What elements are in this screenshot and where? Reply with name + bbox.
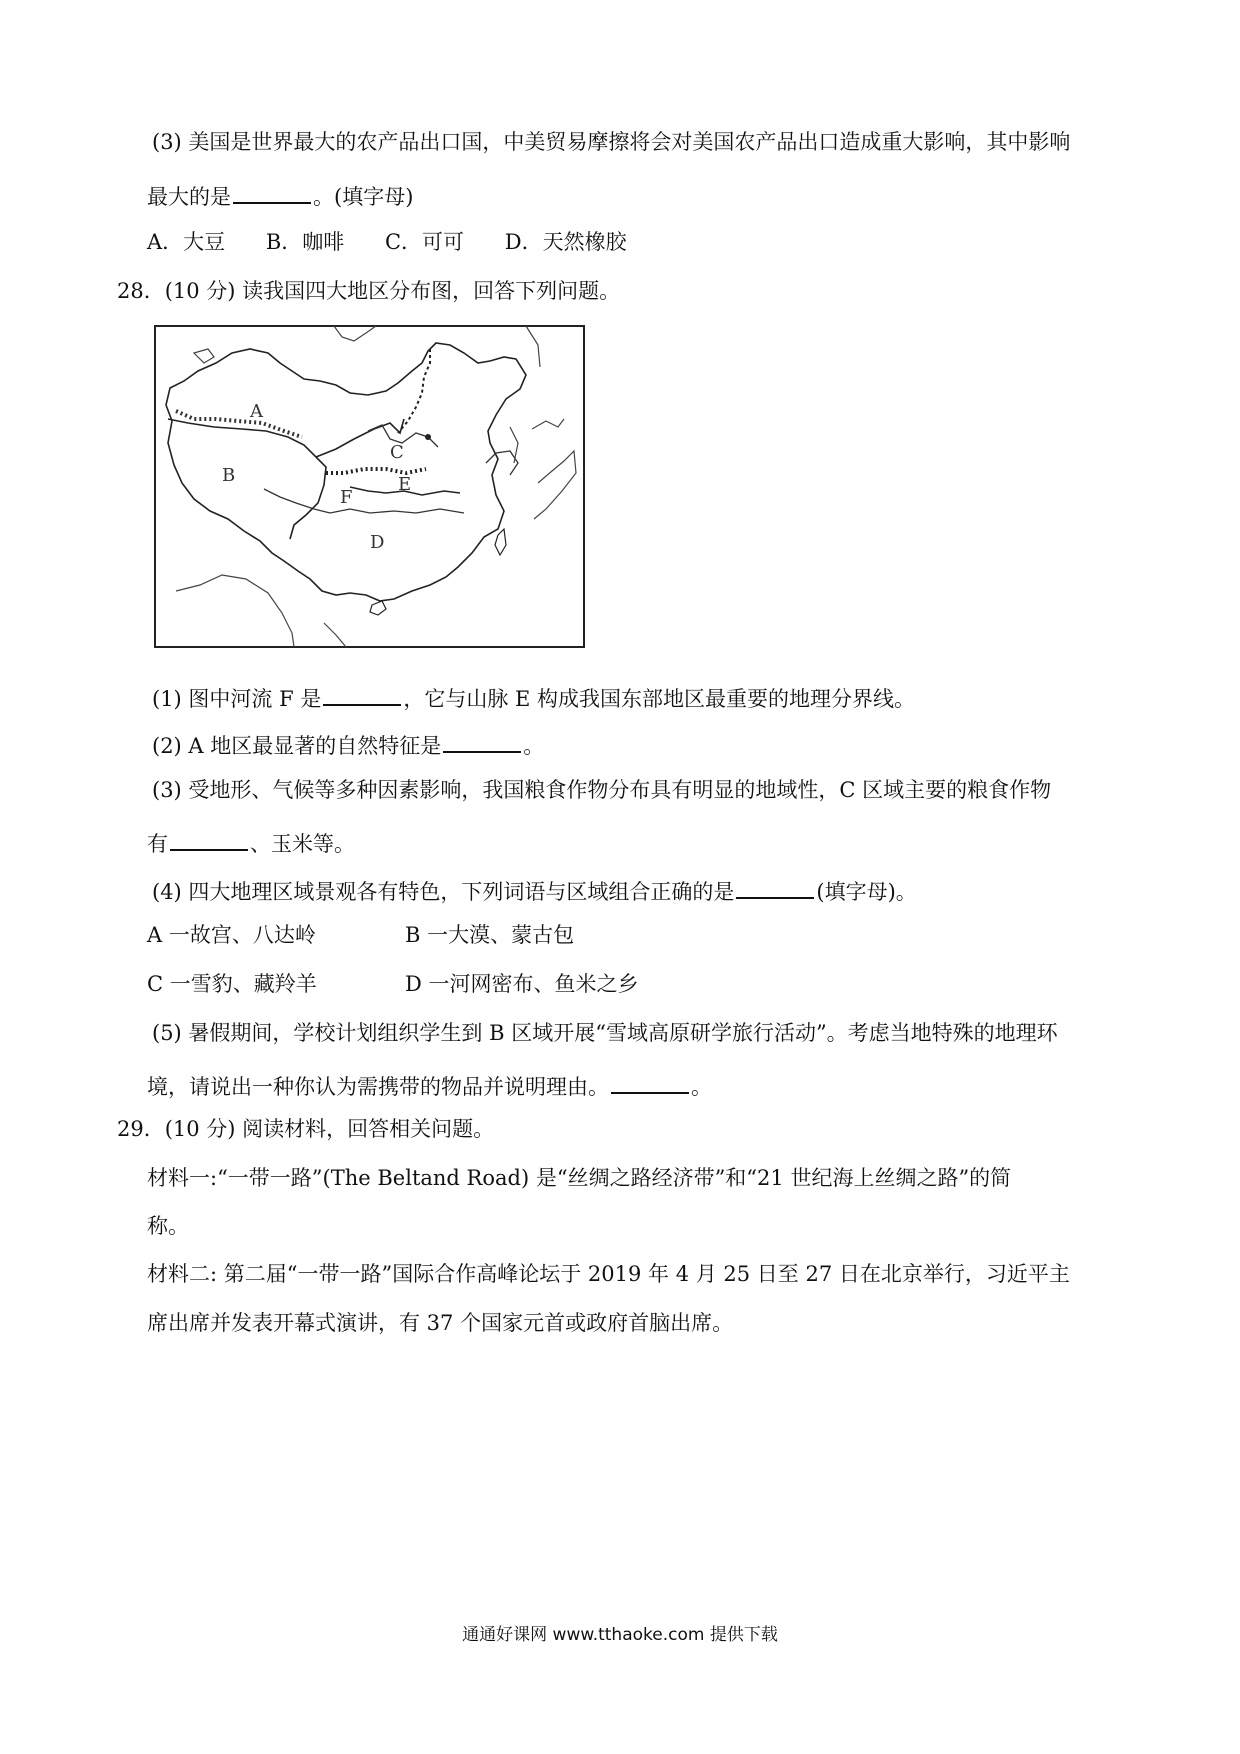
- q28-3-after: 、玉米等。: [250, 832, 355, 856]
- q29-material2-line2: 席出席并发表开幕式演讲，有 37 个国家元首或政府首脑出席。: [147, 1311, 734, 1335]
- q28-4-option-d: D 一河网密布、鱼米之乡: [405, 972, 639, 996]
- q28-3-line1: (3) 受地形、气候等多种因素影响，我国粮食作物分布具有明显的地域性，C 区域主要的粮食作物: [152, 778, 1052, 802]
- q28-3-line2: [147, 829, 355, 855]
- q28-2-after: 。: [523, 734, 545, 758]
- q28-4-option-a: A 一故宫、八达岭: [147, 923, 316, 947]
- q29-title: 29．(10 分) 阅读材料，回答相关问题。: [117, 1117, 495, 1141]
- answer-blank: [443, 731, 521, 753]
- option-b: B．咖啡: [265, 230, 345, 254]
- q28-1-after: ，它与山脉 E 构成我国东部地区最重要的地理分界线。: [403, 687, 916, 711]
- q29-material1-line1: 材料一:“一带一路”(The Beltand Road) 是“丝绸之路经济带”和“21 世纪海上丝绸之路”的简: [147, 1166, 1012, 1190]
- q28-1-before: (1) 图中河流 F 是: [152, 687, 322, 711]
- q28-2-before: (2) A 地区最显著的自然特征是: [152, 734, 442, 758]
- q28-4-before: (4) 四大地理区域景观各有特色，下列词语与区域组合正确的是: [152, 880, 735, 904]
- option-d: D．天然橡胶: [504, 230, 627, 254]
- q28-5-after: 。: [691, 1075, 712, 1099]
- q27-3-line2: [147, 182, 413, 208]
- q28-1: [152, 684, 915, 710]
- q28-3-before: 有: [147, 832, 168, 856]
- q28-4-after: (填字母)。: [816, 880, 917, 904]
- map-label-a: A: [250, 401, 263, 422]
- answer-blank: [323, 684, 401, 706]
- q28-4: [152, 877, 917, 903]
- q27-3-line1: (3) 美国是世界最大的农产品出口国，中美贸易摩擦将会对美国农产品出口造成重大影响，其中影响: [152, 130, 1071, 154]
- q27-3-text-before: 最大的是: [147, 185, 231, 209]
- map-label-f: F: [340, 487, 353, 508]
- answer-blank: [233, 182, 311, 204]
- option-c: C．可可: [384, 230, 465, 254]
- china-regions-map: [154, 323, 586, 650]
- q28-5-before: 境，请说出一种你认为需携带的物品并说明理由。: [147, 1075, 609, 1099]
- q28-5-line2: [147, 1072, 712, 1098]
- map-label-d: D: [370, 532, 385, 553]
- q28-4-option-b: B 一大漠、蒙古包: [405, 923, 575, 947]
- answer-blank: [170, 829, 248, 851]
- q28-2: [152, 731, 544, 757]
- map-label-b: B: [222, 465, 236, 486]
- q27-3-options: [147, 232, 661, 253]
- option-a: A．大豆: [147, 230, 226, 254]
- answer-blank: [736, 877, 814, 899]
- q27-3-text-after: 。(填字母): [313, 185, 414, 209]
- map-label-c: C: [390, 442, 404, 463]
- q28-5-line1: (5) 暑假期间，学校计划组织学生到 B 区域开展“雪域高原研学旅行活动”。考虑当地特殊的地理环: [152, 1021, 1058, 1045]
- page-footer: 通通好课网 www.tthaoke.com 提供下载: [462, 1625, 778, 1645]
- map-frame: [155, 326, 584, 647]
- q29-material1-line2: 称。: [147, 1214, 189, 1238]
- map-label-e: E: [398, 474, 412, 495]
- q29-material2-line1: 材料二: 第二届“一带一路”国际合作高峰论坛于 2019 年 4 月 25 日至 27 日在北京举行，习近平主: [147, 1262, 1070, 1286]
- answer-blank: [611, 1072, 689, 1094]
- q28-title: 28．(10 分) 读我国四大地区分布图，回答下列问题。: [117, 279, 621, 303]
- q28-4-option-c: C 一雪豹、藏羚羊: [147, 972, 317, 996]
